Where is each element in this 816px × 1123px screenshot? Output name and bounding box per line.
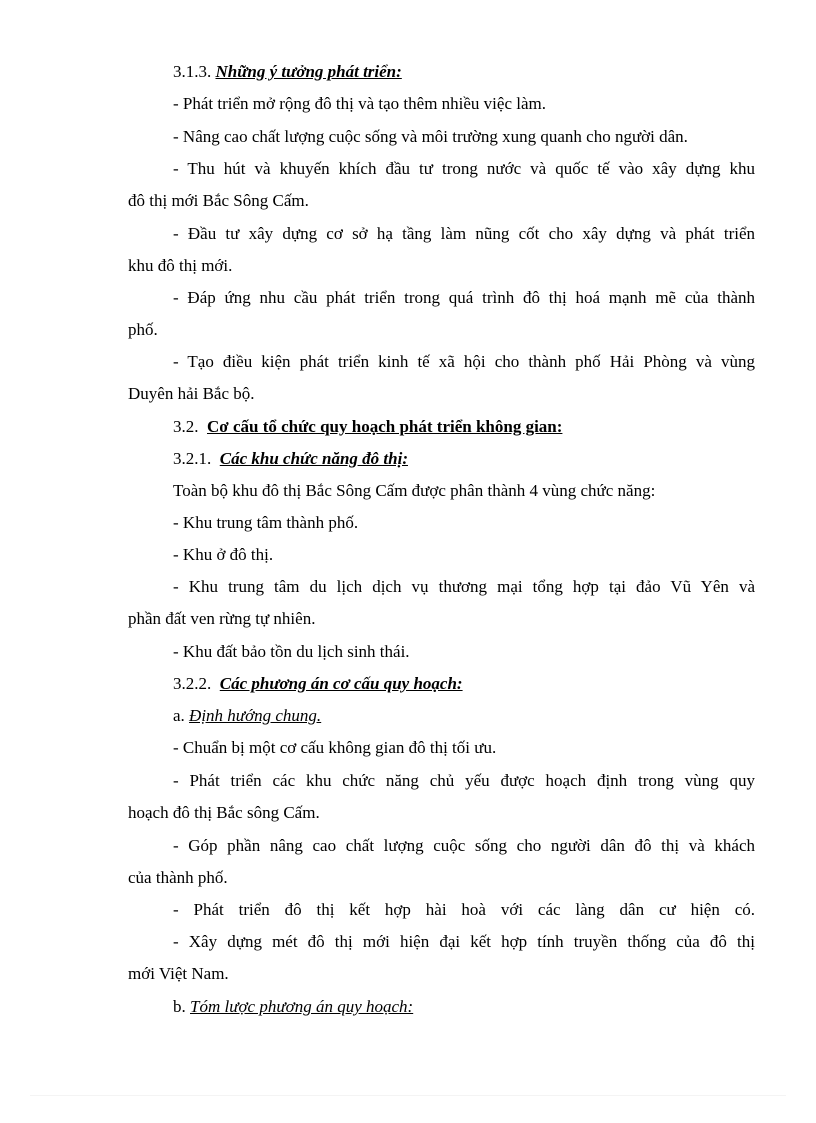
paragraph-line <box>0 218 816 250</box>
paragraph-text: - Thu hút và khuyến khích đầu tư trong nước và quốc tế vào xây dựng khu <box>173 159 755 178</box>
paragraph-text: - Phát triển mở rộng đô thị và tạo thêm nhiều việc làm. <box>173 94 546 113</box>
paragraph-line <box>0 378 816 410</box>
paragraph-line <box>0 185 816 217</box>
paragraph-text: - Phát triển các khu chức năng chủ yếu được hoạch định trong vùng quy <box>173 771 755 790</box>
subsection-letter: a. <box>173 706 185 725</box>
paragraph-text: - Khu trung tâm du lịch dịch vụ thương mại tổng hợp tại đảo Vũ Yên và <box>173 577 755 596</box>
paragraph-line <box>0 153 816 185</box>
paragraph-line <box>0 250 816 282</box>
subsection-title: Định hướng chung. <box>189 706 322 725</box>
paragraph <box>0 507 816 539</box>
paragraph-text: của thành phố. <box>128 868 228 887</box>
paragraph <box>0 88 816 120</box>
paragraph-text: - Khu trung tâm thành phố. <box>173 513 359 532</box>
paragraph <box>0 732 816 764</box>
paragraph-text: - Xây dựng mét đô thị mới hiện đại kết hợp tính truyền thống của đô thị <box>173 932 755 951</box>
paragraph-text: phần đất ven rừng tự nhiên. <box>128 609 316 628</box>
section-number: 3.2. <box>173 417 199 436</box>
section-3-2-heading <box>0 411 816 443</box>
section-3-2-1-heading <box>0 443 816 475</box>
section-title: Những ý tưởng phát triển: <box>215 62 402 81</box>
paragraph-line <box>0 765 816 797</box>
paragraph-text: đô thị mới Bắc Sông Cấm. <box>128 191 309 210</box>
paragraph-line <box>0 958 816 990</box>
section-number: 3.1.3. <box>173 62 212 81</box>
subsection-title: Tóm lược phương án quy hoạch: <box>190 997 414 1016</box>
paragraph <box>0 121 816 153</box>
paragraph-line <box>0 797 816 829</box>
paragraph-line <box>0 282 816 314</box>
paragraph-line <box>0 894 816 926</box>
paragraph-text: mới Việt Nam. <box>128 964 229 983</box>
page-bottom-divider <box>30 1095 786 1096</box>
section-title: Các phương án cơ cấu quy hoạch: <box>219 674 463 693</box>
section-title: Các khu chức năng đô thị: <box>219 449 408 468</box>
paragraph-text: - Khu ở đô thị. <box>173 545 274 564</box>
paragraph-text: Duyên hải Bắc bộ. <box>128 384 255 403</box>
paragraph-text: - Phát triển đô thị kết hợp hài hoà với các làng dân cư hiện có. <box>173 900 755 919</box>
subsection-b-heading <box>0 991 816 1023</box>
paragraph-line <box>0 862 816 894</box>
section-number: 3.2.1. <box>173 449 212 468</box>
paragraph-text: - Chuẩn bị một cơ cấu không gian đô thị tối ưu. <box>173 738 497 757</box>
paragraph-line <box>0 926 816 958</box>
paragraph-line <box>0 571 816 603</box>
paragraph <box>0 475 816 507</box>
paragraph-text: - Góp phần nâng cao chất lượng cuộc sống cho người dân đô thị và khách <box>173 836 755 855</box>
section-title: Cơ cấu tổ chức quy hoạch phát triển không gian: <box>207 417 563 436</box>
paragraph-text: - Khu đất bảo tồn du lịch sinh thái. <box>173 642 410 661</box>
subsection-letter: b. <box>173 997 186 1016</box>
paragraph-text: - Nâng cao chất lượng cuộc sống và môi trường xung quanh cho người dân. <box>173 127 688 146</box>
paragraph-text: - Đáp ứng nhu cầu phát triển trong quá trình đô thị hoá mạnh mẽ của thành <box>173 288 755 307</box>
section-3-1-3-heading <box>0 56 816 88</box>
paragraph-text: - Đầu tư xây dựng cơ sở hạ tầng làm nũng cốt cho xây dựng và phát triển <box>173 224 755 243</box>
paragraph-text: khu đô thị mới. <box>128 256 233 275</box>
paragraph-line <box>0 314 816 346</box>
paragraph-text: hoạch đô thị Bắc sông Cấm. <box>128 803 320 822</box>
section-3-2-2-heading <box>0 668 816 700</box>
paragraph <box>0 539 816 571</box>
paragraph-line <box>0 603 816 635</box>
paragraph-line <box>0 346 816 378</box>
paragraph-text: phố. <box>128 320 158 339</box>
paragraph-text: - Tạo điều kiện phát triển kinh tế xã hội cho thành phố Hải Phòng và vùng <box>173 352 755 371</box>
section-number: 3.2.2. <box>173 674 212 693</box>
paragraph-line <box>0 830 816 862</box>
paragraph <box>0 636 816 668</box>
subsection-a-heading <box>0 700 816 732</box>
paragraph-text: Toàn bộ khu đô thị Bắc Sông Cấm được phân thành 4 vùng chức năng: <box>173 481 656 500</box>
